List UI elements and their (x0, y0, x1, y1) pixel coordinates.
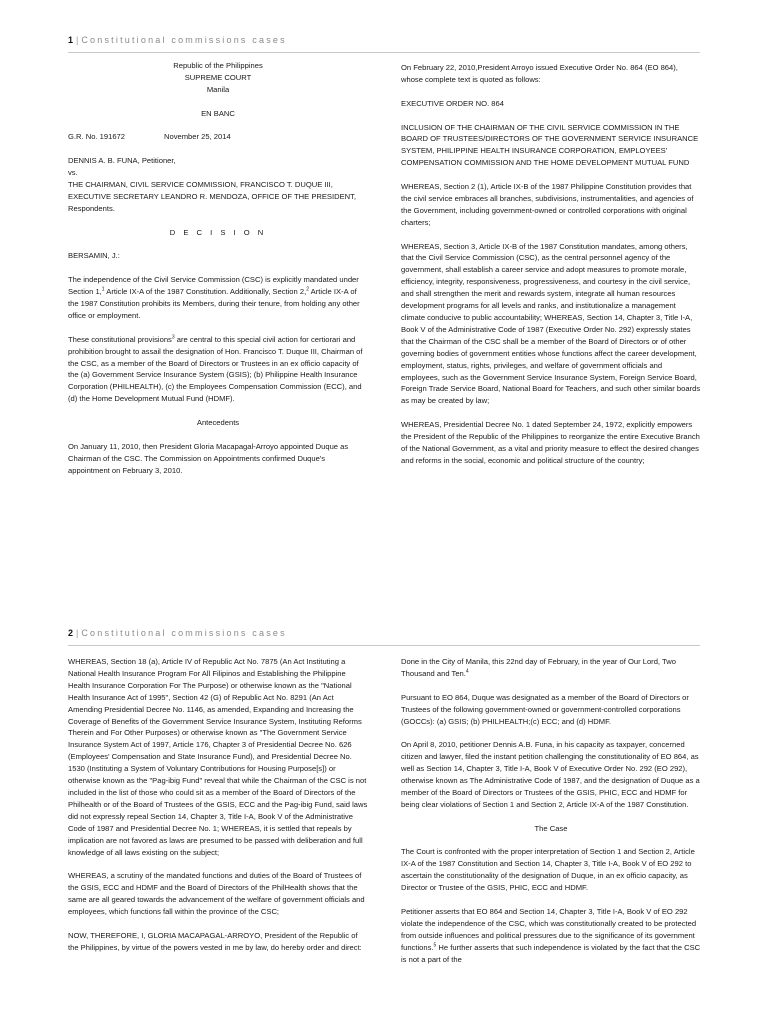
left-column (68, 656, 368, 966)
court-line: Republic of the Philippines (173, 61, 263, 70)
antecedents-heading: Antecedents (196, 418, 240, 428)
gr-number: G.R. No. 191672 (68, 132, 125, 142)
left-column (68, 60, 368, 488)
paragraph: WHEREAS, Section 3, Article IX-B of the 1987 Constitution mandates, among others, that the Civil Service Commission (CSC), as the central personnel agency of the government, shall establish a career service and adopt measures to promote morale, efficiency, integrity, responsiveness, progressiveness, and courtesy in the civil service, and shall strengthen the merit and rewards system, integrate all human resources development programs for all levels and ranks, and institutionalize a management climate conducive to public accountability; WHEREAS, Section 14, Chapter 3, Title I-A, Book V of the Administrative Code of 1987 (Executive Order No. 292) expressly states that the Chairman of the CSC shall be a member of the Board of Directors or of other governing bodies of government entities whose functions affect the career development, employment, status, rights, privileges, and welfare of government officials and employees, such as the Government Service Insurance System, Foreign Service Board, Foreign Trade Service Board, National Board for Teachers, and such other similar boards as may be created by law; (401, 241, 701, 406)
eo-heading: INCLUSION OF THE CHAIRMAN OF THE CIVIL SERVICE COMMISSION IN THE BOARD OF TRUSTEES/DIRECTORS OF THE GOVERNMENT SERVICE INSURANCE SYSTEM, PHILIPPINE HEALTH INSURANCE CORPORATION, EMPLOYEES' COMPENSATION COMMISSION AND THE HOME DEVELOPMENT MUTUAL FUND (401, 122, 699, 168)
paragraph (68, 334, 368, 405)
text-run: Petitioner asserts that EO 864 and Section 14, Chapter 3, Title I-A, Book V of EO 292 violate the independence of the CSC, which was constitutionally created to be protected from outside influences and political pressures due to the significance of its government functions. (401, 906, 697, 952)
text-run: are central to this special civil action for certiorari and prohibition brought to assail the designation of Hon. Francisco T. Duque III, Chairman of the CSC, as a member of the Board of Directors or Trustees in an ex officio capacity of the (a) Government Service Insurance System (GSIS); (b) Philippine Health Insurance Corporation (PHILHEALTH), (c) the Employees Compensation Commission (ECC), and (d) the Home Development Mutual Fund (HDMF). (68, 334, 363, 404)
text-run: Article IX-A of the 1987 Constitution. Additionally, Section 2, (104, 287, 307, 297)
text-run: The independence of the Civil Service Commission (CSC) is explicitly mandated under Section 1, (68, 275, 359, 297)
paragraph: The Court is confronted with the proper interpretation of Section 1 and Section 2, Article IX-A of the 1987 Constitution and Section 14, Chapter 3, Title I-A, Book V of EO 292 to ascertain the constitutionality of the designation of Duque, in an ex officio capacity, as Director or Trustee of the GSIS, PHIC, ECC and HDMF. (401, 847, 695, 893)
paragraph: NOW, THEREFORE, I, GLORIA MACAPAGAL-ARROYO, President of the Republic of the Philippines, by virtue of the powers vested in me by law, do hereby order and direct: (68, 930, 362, 952)
case-number-line (68, 131, 368, 143)
running-title: Constitutional commissions cases (81, 628, 287, 638)
page-header (68, 628, 700, 646)
text-run: He further asserts that such independence is violated by the fact that the CSC is not a part of the (401, 942, 701, 964)
page-number: 2 (68, 628, 74, 638)
text-run: These constitutional provisions (68, 334, 172, 344)
paragraph: Pursuant to EO 864, Duque was designated as a member of the Board of Directors or Trustees of the following government-owned or government-controlled corporations (GOCCs): (a) GSIS; (b) PHILHEALTH;(c) ECC; and (d) HDMF. (401, 692, 689, 726)
text-run: Done in the City of Manila, this 22nd day of February, in the year of Our Lord, Two Thousand and Ten. (401, 657, 676, 678)
parties (68, 155, 368, 215)
eo-title: EXECUTIVE ORDER NO. 864 (401, 98, 504, 108)
paragraph (401, 906, 701, 966)
court-line: SUPREME COURT (184, 72, 252, 82)
respondents: THE CHAIRMAN, CIVIL SERVICE COMMISSION, FRANCISCO T. DUQUE III, EXECUTIVE SECRETARY LEANDRO R. MENDOZA, OFFICE OF THE PRESIDENT, Respondents. (68, 180, 357, 213)
ponente: BERSAMIN, J.: (68, 251, 120, 261)
paragraph: WHEREAS, Section 2 (1), Article IX-B of the 1987 Philippine Constitution provides that the civil service embraces all branches, subdivisions, instrumentalities, and agencies of the Government, including government-owned or controlled corporations with original charters; (401, 182, 694, 227)
decision-heading: D E C I S I O N (169, 227, 267, 237)
footnote-ref[interactable]: 1 (101, 286, 105, 293)
paragraph: On January 11, 2010, then President Gloria Macapagal-Arroyo appointed Duque as Chairman of the CSC. The Commission on Appointments confirmed Duque's appointment on February 3, 2010. (68, 441, 349, 475)
decision-date: November 25, 2014 (164, 132, 231, 142)
paragraph: WHEREAS, a scrutiny of the mandated functions and duties of the Board of Trustees of the GSIS, ECC and HDMF and the Board of Directors of the PhilHealth shows that the same are all geared towards the advancement of the welfare of government officials and employees, which functions fall within the province of the CSC; (68, 871, 365, 917)
header-separator: | (76, 628, 79, 638)
court-heading (68, 60, 368, 96)
text-run: Article IX-A of the 1987 Constitution prohibits its Members, during their tenure, from holding any other office or employment. (68, 287, 360, 320)
right-column (401, 62, 701, 479)
running-title: Constitutional commissions cases (81, 35, 287, 45)
header-separator: | (76, 35, 79, 45)
versus: vs. (68, 168, 78, 178)
en-banc-label: EN BANC (201, 108, 235, 118)
paragraph (68, 274, 368, 322)
right-column (401, 656, 701, 977)
footnote-ref[interactable]: 5 (433, 942, 437, 949)
page-header (68, 35, 700, 53)
footnote-ref[interactable]: 4 (465, 668, 469, 675)
document-page-2 (0, 620, 768, 1024)
footnote-ref[interactable]: 3 (171, 334, 175, 341)
paragraph: On April 8, 2010, petitioner Dennis A.B. Funa, in his capacity as taxpayer, concerned citizen and lawyer, filed the instant petition challenging the constitutionality of EO 864, as well as Section 14, Chapter 3, Title I-A, Book V of Executive Order No. 292 (EO 292), otherwise known as The Administrative Code of 1987, and the designation of Duque as a member of the Board of Directors or Trustees of the GSIS, PHIC, ECC and HDMF for being clear violations of Section 1 and Section 2, Article IX-A of the 1987 Constitution. (401, 740, 700, 809)
paragraph: WHEREAS, Presidential Decree No. 1 dated September 24, 1972, explicitly empowers the President of the Republic of the Philippines to reorganize the entire Executive Branch of the National Government, as a vital and priority measure to effect the desired changes and reforms in the social, economic and political structure of the country; (401, 420, 700, 465)
paragraph: On February 22, 2010,President Arroyo issued Executive Order No. 864 (EO 864), whose complete text is quoted as follows: (401, 63, 678, 84)
paragraph: WHEREAS, Section 18 (a), Article IV of Republic Act No. 7875 (An Act Instituting a National Health Insurance Program For All Filipinos and Establishing the Philippine Health Insurance Corporation For The Purpose) or otherwise known as the "National Health Insurance Act of 1995", Section 42 (G) of Republic Act No. 8291 (An Act Amending Presidential Decree No. 1146, as amended, Expanding and Increasing the Coverage of Benefits of the Government Service Insurance System, Instituting Reforms Therein and For Other Purposes) or otherwise known as "The Government Service Insurance System Act of 1997, Article 176, Chapter 3 of Presidential Decree No. 626 (Employees' Compensation and State Insurance Fund), and Presidential Decree No. 1530 (Instituting a System of Voluntary Contributions for Housing Purpose[s]) or otherwise known as the "Pag-ibig Fund" reveal that while the Chairman of the CSC is not included in the list of those who could sit as a member of the Board of Directors of the Philhealth or of the Board of Trustees of the GSIS, ECC and the Pag-ibig Fund, said laws did not expressly repeal Section 14, Chapter 3, Title I-A, Book V of the Administrative Code of 1987 and Presidential Decree No. 1; WHEREAS, it is settled that repeals by implication are not favored as laws are presumed to be passed with deliberation and full knowledge of all laws existing on the subject; (68, 657, 368, 857)
page-number: 1 (68, 35, 74, 45)
petitioner: DENNIS A. B. FUNA, Petitioner, (68, 156, 176, 166)
the-case-heading: The Case (534, 823, 568, 833)
footnote-ref[interactable]: 2 (306, 286, 309, 293)
paragraph (401, 656, 701, 680)
court-line: Manila (206, 84, 230, 94)
